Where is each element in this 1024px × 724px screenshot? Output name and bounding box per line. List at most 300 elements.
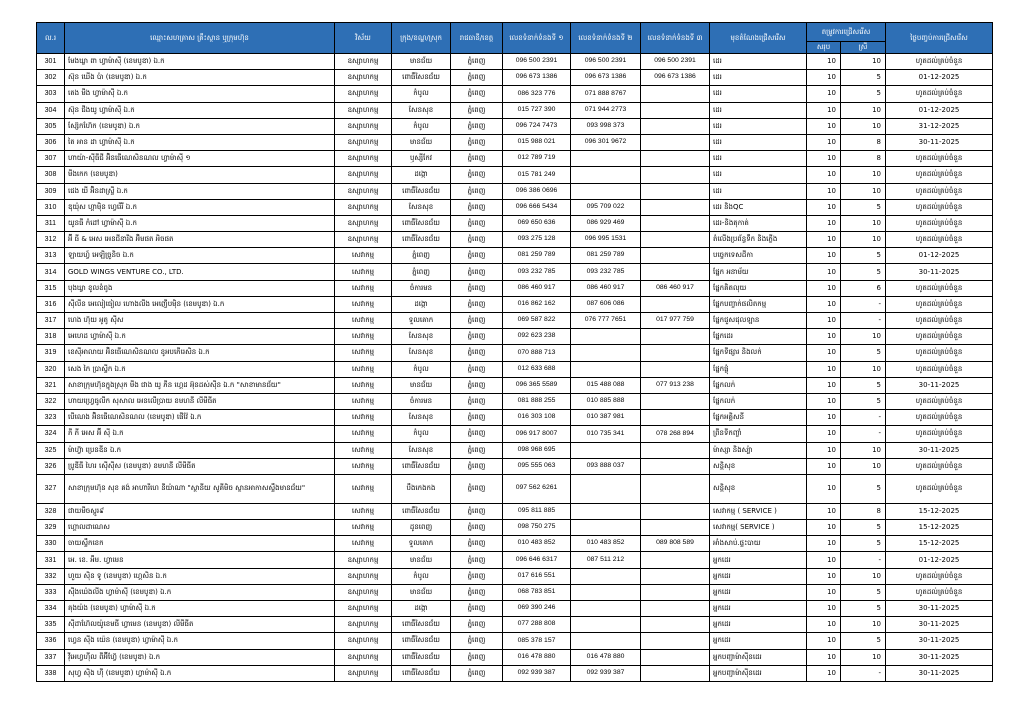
row-number: 321 (37, 377, 65, 393)
sector: សេវាកម្ម (335, 296, 392, 312)
phone-2: 087 511 212 (571, 552, 641, 568)
female-needed: 5 (841, 474, 886, 503)
phone-3: 077 913 238 (641, 377, 710, 393)
province: ភ្នំពេញ (451, 633, 503, 649)
table-row (37, 232, 993, 248)
province: ភ្នំពេញ (451, 377, 503, 393)
total-needed: 10 (807, 296, 841, 312)
phone-2: 096 301 9672 (571, 134, 641, 150)
phone-1: 068 783 851 (503, 584, 571, 600)
total-needed: 10 (807, 118, 841, 134)
table-row (37, 248, 993, 264)
total-needed: 10 (807, 410, 841, 426)
phone-3 (641, 393, 710, 409)
table-row (37, 520, 993, 536)
total-needed: 10 (807, 215, 841, 231)
deadline: 01-12-2025 (886, 552, 993, 568)
female-needed: 5 (841, 70, 886, 86)
company-name: យូនធី កំដៅ ហ្វាម៉ាស៊ី ឯ.ក (65, 215, 335, 231)
phone-2: 010 387 981 (571, 410, 641, 426)
female-needed: 10 (841, 329, 886, 345)
phone-2 (571, 617, 641, 633)
position: ដេរ (710, 134, 807, 150)
position: សន្តិសុខ (710, 474, 807, 503)
position: អាំងសាប់.ផ្ទះបាយ (710, 536, 807, 552)
female-needed: - (841, 426, 886, 442)
table-row (37, 151, 993, 167)
phone-1: 081 259 789 (503, 248, 571, 264)
phone-1: 070 888 713 (503, 345, 571, 361)
row-number: 337 (37, 649, 65, 665)
total-needed: 10 (807, 280, 841, 296)
total-needed: 10 (807, 232, 841, 248)
district: ពោធិ៍សែនជ័យ (392, 617, 451, 633)
company-name: ស៊ុន ជីងយូ ហ្វាម៉ាស៊ី ឯ.ក (65, 102, 335, 118)
row-number: 314 (37, 264, 65, 280)
province: ភ្នំពេញ (451, 503, 503, 519)
deadline: ហូតដល់គ្រប់ចំនួន (886, 199, 993, 215)
deadline: ហូតដល់គ្រប់ចំនួន (886, 296, 993, 312)
company-name: តៃ អាន ដា ហ្វាម៉ាស៊ី ឯ.ក (65, 134, 335, 150)
phone-1: 086 460 917 (503, 280, 571, 296)
phone-3 (641, 584, 710, 600)
phone-2: 016 478 880 (571, 649, 641, 665)
table-row (37, 313, 993, 329)
deadline: ហូតដល់គ្រប់ចំនួន (886, 474, 993, 503)
district: ទួលគោក (392, 536, 451, 552)
phone-3: 089 808 589 (641, 536, 710, 552)
province: ភ្នំពេញ (451, 151, 503, 167)
position: អ្នកដេរ (710, 584, 807, 600)
company-name: ហាយ៉ា-ស៊ីធីជី អ៊ិនធើណេសិនណល ហ្វាម៉ាស៊ី ១ (65, 151, 335, 167)
phone-1: 096 500 2391 (503, 54, 571, 70)
sector: ឧស្សាហកម្ម (335, 584, 392, 600)
female-needed: 5 (841, 520, 886, 536)
table-row (37, 183, 993, 199)
table-row (37, 665, 993, 681)
district: សែនសុខ (392, 410, 451, 426)
phone-1: 015 781 249 (503, 167, 571, 183)
phone-1: 096 646 6317 (503, 552, 571, 568)
female-needed: 10 (841, 215, 886, 231)
position: ដេរ (710, 86, 807, 102)
female-needed: - (841, 665, 886, 681)
position: សេវាកម្ម ( SERVICE ) (710, 503, 807, 519)
phone-1: 016 478 880 (503, 649, 571, 665)
female-needed: 5 (841, 601, 886, 617)
phone-3 (641, 296, 710, 312)
phone-3 (641, 458, 710, 474)
row-number: 331 (37, 552, 65, 568)
table-row (37, 134, 993, 150)
phone-1: 017 616 551 (503, 568, 571, 584)
district: ចំការមន (392, 393, 451, 409)
province: ភ្នំពេញ (451, 458, 503, 474)
phone-1: 096 724 7473 (503, 118, 571, 134)
province: ភ្នំពេញ (451, 474, 503, 503)
phone-1: 096 386 0696 (503, 183, 571, 199)
row-number: 308 (37, 167, 65, 183)
province: ភ្នំពេញ (451, 649, 503, 665)
phone-1: 096 673 1386 (503, 70, 571, 86)
deadline: ហូតដល់គ្រប់ចំនួន (886, 345, 993, 361)
sector: ឧស្សាហកម្ម (335, 134, 392, 150)
table-row (37, 536, 993, 552)
total-needed: 10 (807, 474, 841, 503)
deadline: ហូតដល់គ្រប់ចំនួន (886, 458, 993, 474)
phone-1: 069 587 822 (503, 313, 571, 329)
header-position: មុខតំណែងជ្រើសរើស (710, 23, 807, 54)
female-needed: 10 (841, 442, 886, 458)
deadline: ហូតដល់គ្រប់ចំនួន (886, 280, 993, 296)
sector: សេវាកម្ម (335, 361, 392, 377)
phone-1: 097 562 6261 (503, 474, 571, 503)
position: អ្នកដេរ (710, 552, 807, 568)
company-name: អេហេដ ហ្វាម៉ាស៊ី ឯ.ក (65, 329, 335, 345)
position: ផ្នែកលក់ (710, 393, 807, 409)
table-row (37, 474, 993, 503)
district: ដង្កោ (392, 167, 451, 183)
district: មានជ័យ (392, 134, 451, 150)
row-number: 309 (37, 183, 65, 199)
row-number: 323 (37, 410, 65, 426)
table-row (37, 70, 993, 86)
total-needed: 10 (807, 377, 841, 393)
table-row (37, 54, 993, 70)
sector: ឧស្សាហកម្ម (335, 54, 392, 70)
phone-3 (641, 102, 710, 118)
total-needed: 10 (807, 70, 841, 86)
deadline: 01-12-2025 (886, 248, 993, 264)
phone-1: 086 323 776 (503, 86, 571, 102)
phone-1: 093 275 128 (503, 232, 571, 248)
district: ចំការមន (392, 280, 451, 296)
row-number: 330 (37, 536, 65, 552)
sector: សេវាកម្ម (335, 329, 392, 345)
deadline: ហូតដល់គ្រប់ចំនួន (886, 54, 993, 70)
row-number: 324 (37, 426, 65, 442)
deadline: ហូតដល់គ្រប់ចំនួន (886, 232, 993, 248)
sector: ឧស្សាហកម្ម (335, 601, 392, 617)
district: ទួលគោក (392, 313, 451, 329)
phone-2: 096 500 2391 (571, 54, 641, 70)
province: ភ្នំពេញ (451, 536, 503, 552)
table-row (37, 601, 993, 617)
company-name: បើណេង អ៊ិនធើណេសិនណល (ខេមបូឌា) ផើវ៉ែ ឯ.ក (65, 410, 335, 426)
total-needed: 10 (807, 345, 841, 361)
total-needed: 10 (807, 649, 841, 665)
district: សែនសុខ (392, 345, 451, 361)
deadline: 30-11-2025 (886, 377, 993, 393)
total-needed: 10 (807, 199, 841, 215)
total-needed: 10 (807, 520, 841, 536)
company-name: ប្រូឌីធី ហៃរ ស៊ើស៊ីស (ខេមបូឌា) ខមហនី លីមីធីត (65, 458, 335, 474)
position: ដេរ (710, 102, 807, 118)
row-number: 320 (37, 361, 65, 377)
district: មានជ័យ (392, 377, 451, 393)
table-row (37, 503, 993, 519)
row-number: 322 (37, 393, 65, 409)
deadline: ហូតដល់គ្រប់ចំនួន (886, 215, 993, 231)
female-needed: 8 (841, 503, 886, 519)
sector: ឧស្សាហកម្ម (335, 151, 392, 167)
phone-3 (641, 215, 710, 231)
row-number: 302 (37, 70, 65, 86)
female-needed: - (841, 552, 886, 568)
deadline: ហូតដល់គ្រប់ចំនួន (886, 393, 993, 409)
company-name: វ៉ីអេហ្វហ៊ីល ពីអ៊ីហ្វ៊ែ (ខេមបូឌា) ឯ.ក (65, 649, 335, 665)
company-name: ហាយហ្វ្រេធូលីក សុសាល អេនលើប្រាយ ខមហនី លីមីធីត (65, 393, 335, 409)
phone-2: 092 939 387 (571, 665, 641, 681)
sector: ឧស្សាហកម្ម (335, 552, 392, 568)
phone-2: 010 735 341 (571, 426, 641, 442)
table-row (37, 584, 993, 600)
position: អ្នកដេរ (710, 617, 807, 633)
deadline: ហូតដល់គ្រប់ចំនួន (886, 584, 993, 600)
province: ភ្នំពេញ (451, 215, 503, 231)
phone-1: 010 483 852 (503, 536, 571, 552)
total-needed: 10 (807, 151, 841, 167)
table-row (37, 377, 993, 393)
table-row (37, 199, 993, 215)
province: ភ្នំពេញ (451, 665, 503, 681)
phone-2 (571, 329, 641, 345)
position: ដេរ (710, 167, 807, 183)
phone-3 (641, 601, 710, 617)
province: ភ្នំពេញ (451, 584, 503, 600)
phone-2 (571, 584, 641, 600)
header-deadline: ថ្ងៃបញ្ចប់ការជ្រើសរើស (886, 23, 993, 54)
company-name: ភី ភី អេស អ៊ី ស៊ី ឯ.ក (65, 426, 335, 442)
province: ភ្នំពេញ (451, 264, 503, 280)
row-number: 301 (37, 54, 65, 70)
phone-3 (641, 633, 710, 649)
row-number: 334 (37, 601, 65, 617)
total-needed: 10 (807, 393, 841, 409)
female-needed: 10 (841, 54, 886, 70)
total-needed: 10 (807, 601, 841, 617)
phone-2 (571, 601, 641, 617)
phone-2: 093 998 373 (571, 118, 641, 134)
table-row (37, 86, 993, 102)
row-number: 325 (37, 442, 65, 458)
deadline: 01-12-2025 (886, 70, 993, 86)
company-name: ឡាយហ្វ៍ អេឡិច្រូនិច ឯ.ក (65, 248, 335, 264)
total-needed: 10 (807, 633, 841, 649)
table-body (37, 54, 993, 682)
phone-1: 077 288 808 (503, 617, 571, 633)
phone-1: 098 968 695 (503, 442, 571, 458)
position: ផ្នែកដេរ (710, 329, 807, 345)
province: ភ្នំពេញ (451, 86, 503, 102)
phone-3: 086 460 917 (641, 280, 710, 296)
position: ម៉ាស្សា និងស្ប៉ា (710, 442, 807, 458)
table-row (37, 442, 993, 458)
total-needed: 10 (807, 248, 841, 264)
phone-1: 096 365 5589 (503, 377, 571, 393)
position: ផ្នែក អនាម័យ (710, 264, 807, 280)
deadline: ហូតដល់គ្រប់ចំនួន (886, 426, 993, 442)
table-row (37, 649, 993, 665)
phone-2 (571, 361, 641, 377)
position: អ្នកបញ្ជាម៉ាស៊ីនដេរ (710, 665, 807, 681)
phone-3 (641, 410, 710, 426)
header-district: ក្រុង/ខណ្ឌ/ស្រុក (392, 23, 451, 54)
province: ភ្នំពេញ (451, 601, 503, 617)
total-needed: 10 (807, 584, 841, 600)
phone-1: 095 555 063 (503, 458, 571, 474)
table-row (37, 552, 993, 568)
phone-3 (641, 503, 710, 519)
district: មានជ័យ (392, 552, 451, 568)
table-row (37, 329, 993, 345)
row-number: 318 (37, 329, 65, 345)
total-needed: 10 (807, 264, 841, 280)
row-number: 303 (37, 86, 65, 102)
total-needed: 10 (807, 313, 841, 329)
district: ឫស្សីកែវ (392, 151, 451, 167)
female-needed: 5 (841, 633, 886, 649)
deadline: 15-12-2025 (886, 503, 993, 519)
province: ភ្នំពេញ (451, 345, 503, 361)
deadline: 30-11-2025 (886, 633, 993, 649)
row-number: 332 (37, 568, 65, 584)
phone-1: 015 727 390 (503, 102, 571, 118)
company-name: ខេស៊ីអាលាយ អ៊ិនធើណេសិនណល ខូអបភើរេសិន ឯ.ក (65, 345, 335, 361)
female-needed: 5 (841, 584, 886, 600)
sector: ឧស្សាហកម្ម (335, 633, 392, 649)
position: តំលើងប្រព័ន្ធទឹក និងភ្លើង (710, 232, 807, 248)
deadline: 30-11-2025 (886, 617, 993, 633)
total-needed: 10 (807, 442, 841, 458)
total-needed: 10 (807, 134, 841, 150)
phone-2 (571, 442, 641, 458)
district: ពោធិ៍សែនជ័យ (392, 633, 451, 649)
province: ភ្នំពេញ (451, 568, 503, 584)
row-number: 307 (37, 151, 65, 167)
female-needed: 10 (841, 617, 886, 633)
phone-3: 017 977 759 (641, 313, 710, 329)
phone-3 (641, 134, 710, 150)
district: ភ្នំពេញ (392, 264, 451, 280)
total-needed: 10 (807, 361, 841, 377)
total-needed: 10 (807, 102, 841, 118)
sector: ឧស្សាហកម្ម (335, 183, 392, 199)
position: អ្នកដេរ (710, 633, 807, 649)
phone-3 (641, 649, 710, 665)
position: ផ្នែកអគ្គិសនី (710, 410, 807, 426)
province: ភ្នំពេញ (451, 134, 503, 150)
phone-3 (641, 118, 710, 134)
row-number: 306 (37, 134, 65, 150)
sector: សេវាកម្ម (335, 345, 392, 361)
sector: ឧស្សាហកម្ម (335, 86, 392, 102)
province: ភ្នំពេញ (451, 167, 503, 183)
female-needed: 5 (841, 345, 886, 361)
row-number: 313 (37, 248, 65, 264)
phone-2: 095 709 022 (571, 199, 641, 215)
company-name: ហ្វេន ស៊ីង យ៉េន (ខេមបូឌា) ហ្វាម៉ាស៊ី ឯ.ក (65, 633, 335, 649)
company-name: GOLD WINGS VENTURE CO., LTD. (65, 264, 335, 280)
district: កំបូល (392, 86, 451, 102)
deadline: 15-12-2025 (886, 536, 993, 552)
phone-3 (641, 329, 710, 345)
position: អ្នកបញ្ជាម៉ាស៊ីនដេរ (710, 649, 807, 665)
company-name: ចាយស្ទឹកខេក (65, 536, 335, 552)
phone-3 (641, 199, 710, 215)
phone-1: 016 303 108 (503, 410, 571, 426)
row-number: 317 (37, 313, 65, 329)
total-needed: 10 (807, 54, 841, 70)
female-needed: 8 (841, 151, 886, 167)
phone-3 (641, 474, 710, 503)
row-number: 315 (37, 280, 65, 296)
phone-3 (641, 264, 710, 280)
phone-2 (571, 151, 641, 167)
sector: សេវាកម្ម (335, 503, 392, 519)
sector: ឧស្សាហកម្ម (335, 665, 392, 681)
position: អ្នកដេរ (710, 601, 807, 617)
company-name: អ៊ី ធី & អេស អេនជីនារីង អ៊ិមផត អិចផត (65, 232, 335, 248)
phone-2: 086 929 469 (571, 215, 641, 231)
position: ដេរ (710, 118, 807, 134)
company-name: តេង មីង ហ្វាម៉ាស៊ី ឯ.ក (65, 86, 335, 102)
job-listing-sheet (36, 22, 992, 682)
district: ពោធិ៍សែនជ័យ (392, 232, 451, 248)
position: ដេរ និងQC (710, 199, 807, 215)
province: ភ្នំពេញ (451, 329, 503, 345)
row-number: 338 (37, 665, 65, 681)
province: ភ្នំពេញ (451, 442, 503, 458)
header-need: តម្រូវការជ្រើសរើស (807, 23, 886, 42)
sector: សេវាកម្ម (335, 536, 392, 552)
female-needed: 10 (841, 232, 886, 248)
position: ផ្នែកជួសជុលឡាន (710, 313, 807, 329)
position: ព្រីនទីកញ្ចាំ (710, 426, 807, 442)
company-name: ស៊ីលីន អេលៀធៀល ហោងលីង អេញើបម៉ិន (ខេមបូឌា) ឯ.ក (65, 296, 335, 312)
province: ភ្នំពេញ (451, 313, 503, 329)
row-number: 336 (37, 633, 65, 649)
total-needed: 10 (807, 617, 841, 633)
district: សែនសុខ (392, 199, 451, 215)
phone-3 (641, 167, 710, 183)
phone-2: 071 944 2773 (571, 102, 641, 118)
district: ពោធិ៍សែនជ័យ (392, 503, 451, 519)
header-total: សរុប (807, 42, 841, 54)
female-needed: - (841, 296, 886, 312)
phone-3 (641, 520, 710, 536)
table-row (37, 167, 993, 183)
company-name: ហេង ហ៊ុយ អូតូ ស៊ីស (65, 313, 335, 329)
table-header (37, 23, 993, 54)
province: ភ្នំពេញ (451, 54, 503, 70)
phone-1: 081 888 255 (503, 393, 571, 409)
position: ផ្នែកគិតលុយ (710, 280, 807, 296)
row-number: 316 (37, 296, 65, 312)
table-row (37, 215, 993, 231)
table-row (37, 102, 993, 118)
phone-3 (641, 345, 710, 361)
header-name: ឈ្មោះសហគ្រាស គ្រឹះស្ថាន ឬក្រុមហ៊ុន (65, 23, 335, 54)
phone-2: 093 232 785 (571, 264, 641, 280)
deadline: 30-11-2025 (886, 601, 993, 617)
table-row (37, 345, 993, 361)
table-row (37, 568, 993, 584)
district: កំបូល (392, 568, 451, 584)
company-name: សេង កៃ ប្រាស្ទីក ឯ.ក (65, 361, 335, 377)
province: ភ្នំពេញ (451, 248, 503, 264)
phone-2 (571, 503, 641, 519)
